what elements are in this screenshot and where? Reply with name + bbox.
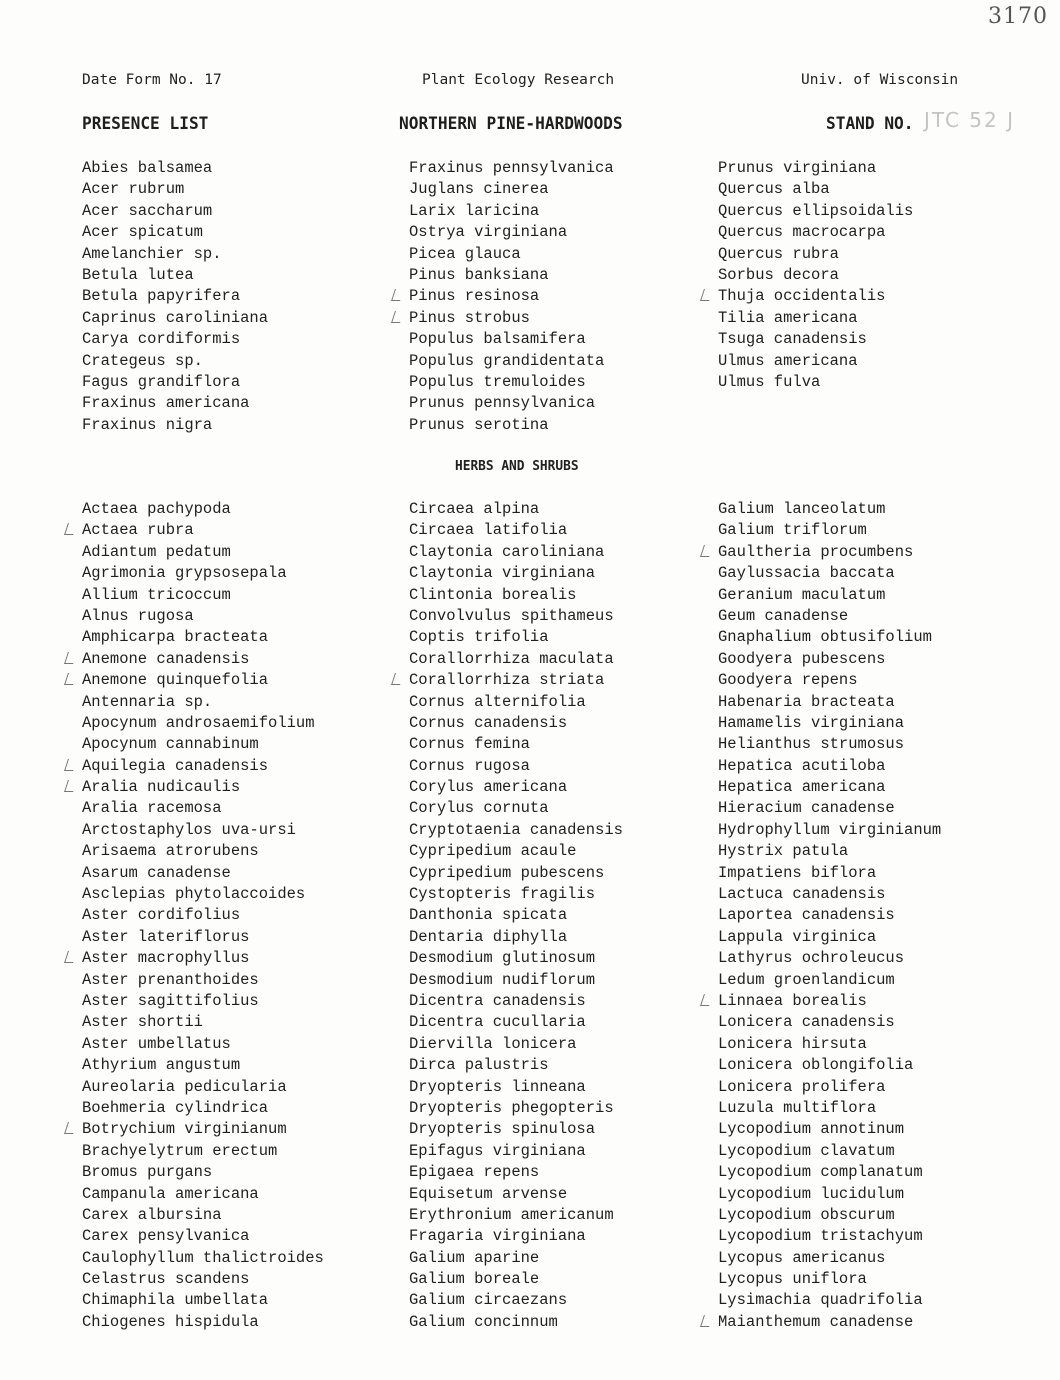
species-item: Danthonia spicata xyxy=(409,906,568,925)
species-item: Maianthemum canadense xyxy=(718,1312,941,1333)
species-item: Gnaphalium obtusifolium xyxy=(718,628,932,647)
species-item: Fraxinus pennsylvanica xyxy=(409,159,614,177)
species-item: Impatiens biflora xyxy=(718,863,877,882)
species-item: Carex pensylvanica xyxy=(82,1227,250,1246)
species-item: Tsuga canadensis xyxy=(718,330,867,349)
species-item: Lycopodium lucidulum xyxy=(718,1184,905,1203)
species-item: Acer saccharum xyxy=(82,201,213,220)
species-item: Prunus pennsylvanica xyxy=(409,394,596,413)
species-item: Hepatica americana xyxy=(718,778,886,797)
species-item: Carex albursina xyxy=(82,1205,222,1224)
species-item: Cryptotaenia canadensis xyxy=(409,820,623,839)
species-item: Hepatica acutiloba xyxy=(718,756,886,775)
species-item: Geranium maculatum xyxy=(718,585,886,604)
species-item: Pinus banksiana xyxy=(409,265,549,284)
species-item: Adiantum pedatum xyxy=(82,542,231,561)
species-item: Epifagus virginiana xyxy=(409,1141,586,1160)
trees-column-1 xyxy=(82,158,268,436)
species-item: Lycopodium annotinum xyxy=(718,1120,905,1139)
stand-label: STAND NO. xyxy=(826,114,914,134)
university-name: Univ. of Wisconsin xyxy=(801,72,959,88)
species-item: Coptis trifolia xyxy=(409,628,549,647)
handwritten-number: 3170 xyxy=(988,4,1048,29)
species-item: Goodyera repens xyxy=(718,671,858,690)
species-item: Lycopodium tristachyum xyxy=(718,1227,923,1246)
species-item: Quercus ellipsoidalis xyxy=(718,201,914,220)
species-item: Clintonia borealis xyxy=(409,585,577,604)
species-item: Boehmeria cylindrica xyxy=(82,1098,269,1117)
species-item: Fagus grandiflora xyxy=(82,372,241,391)
species-item: Lycopus uniflora xyxy=(718,1270,867,1289)
species-item: Picea glauca xyxy=(409,244,521,263)
species-item: Allium tricoccum xyxy=(82,585,231,604)
species-item: Goodyera pubescens xyxy=(718,649,886,668)
species-item: Corylus cornuta xyxy=(409,799,549,818)
species-item: Lonicera canadensis xyxy=(718,1013,895,1032)
species-item: Larix laricina xyxy=(409,201,540,220)
species-item: Hamamelis virginiana xyxy=(718,713,905,732)
community-title: NORTHERN PINE-HARDWOODS xyxy=(399,114,623,134)
species-item: Galium triflorum xyxy=(718,521,867,540)
species-item: Dicentra cucullaria xyxy=(409,1013,586,1032)
trees-column-3 xyxy=(718,158,913,393)
species-item: Amphicarpa bracteata xyxy=(82,628,269,647)
species-item: Lycopus americanus xyxy=(718,1248,886,1267)
species-item: Aralia racemosa xyxy=(82,799,222,818)
species-item: Pinus resinosa xyxy=(409,286,614,307)
herbs-column-1 xyxy=(82,499,324,1333)
species-item: Lysimachia quadrifolia xyxy=(718,1291,923,1310)
species-item: Chimaphila umbellata xyxy=(82,1291,269,1310)
species-item: Cornus rugosa xyxy=(409,756,530,775)
species-item: Claytonia caroliniana xyxy=(409,542,605,561)
species-item: Laportea canadensis xyxy=(718,906,895,925)
species-item: Ledum groenlandicum xyxy=(718,970,895,989)
species-item: Aster lateriflorus xyxy=(82,927,250,946)
species-item: Crategeus sp. xyxy=(82,351,203,370)
list-type-title: PRESENCE LIST xyxy=(82,114,209,134)
species-item: Lycopodium obscurum xyxy=(718,1205,895,1224)
species-item: Lappula virginica xyxy=(718,927,877,946)
species-item: Celastrus scandens xyxy=(82,1270,250,1289)
trees-column-2 xyxy=(409,158,614,436)
date-form-number: Date Form No. 17 xyxy=(82,72,222,88)
species-item: Agrimonia grypsosepala xyxy=(82,564,287,583)
species-item: Botrychium virginianum xyxy=(82,1119,324,1140)
species-item: Acer spicatum xyxy=(82,223,203,242)
species-item: Galium aparine xyxy=(409,1248,540,1267)
species-item: Lactuca canadensis xyxy=(718,885,886,904)
herbs-column-3 xyxy=(718,499,941,1333)
species-item: Prunus serotina xyxy=(409,415,549,434)
species-item: Erythronium americanum xyxy=(409,1205,614,1224)
species-item: Desmodium nudiflorum xyxy=(409,970,596,989)
species-item: Cornus alternifolia xyxy=(409,692,586,711)
species-item: Amelanchier sp. xyxy=(82,244,222,263)
species-item: Hydrophyllum virginianum xyxy=(718,820,942,839)
species-item: Lycopodium clavatum xyxy=(718,1141,895,1160)
species-item: Linnaea borealis xyxy=(718,991,941,1012)
species-item: Convolvulus spithameus xyxy=(409,606,614,625)
species-item: Asclepias phytolaccoides xyxy=(82,885,306,904)
species-item: Acer rubrum xyxy=(82,180,185,199)
species-item: Galium lanceolatum xyxy=(718,500,886,518)
species-item: Dirca palustris xyxy=(409,1056,549,1075)
species-item: Gaultheria procumbens xyxy=(718,542,941,563)
species-item: Galium concinnum xyxy=(409,1312,558,1331)
species-item: Actaea pachypoda xyxy=(82,500,231,518)
species-item: Aster macrophyllus xyxy=(82,948,324,969)
species-item: Caprinus caroliniana xyxy=(82,308,269,327)
species-item: Lonicera prolifera xyxy=(718,1077,886,1096)
species-item: Antennaria sp. xyxy=(82,692,213,711)
species-item: Betula lutea xyxy=(82,265,194,284)
species-item: Arisaema atrorubens xyxy=(82,842,259,861)
species-item: Alnus rugosa xyxy=(82,606,194,625)
species-item: Helianthus strumosus xyxy=(718,735,905,754)
species-item: Cypripedium pubescens xyxy=(409,863,605,882)
species-item: Arctostaphylos uva-ursi xyxy=(82,820,296,839)
species-item: Cornus femina xyxy=(409,735,530,754)
species-item: Hystrix patula xyxy=(718,842,849,861)
species-item: Abies balsamea xyxy=(82,159,213,177)
species-item: Aster prenanthoides xyxy=(82,970,259,989)
species-item: Populus tremuloides xyxy=(409,372,586,391)
species-item: Quercus alba xyxy=(718,180,830,199)
species-item: Circaea latifolia xyxy=(409,521,568,540)
species-item: Aralia nudicaulis xyxy=(82,777,324,798)
species-item: Juglans cinerea xyxy=(409,180,549,199)
species-item: Corylus americana xyxy=(409,778,568,797)
species-item: Quercus macrocarpa xyxy=(718,223,886,242)
species-item: Quercus rubra xyxy=(718,244,839,263)
organization-name: Plant Ecology Research xyxy=(422,72,615,88)
species-item: Campanula americana xyxy=(82,1184,259,1203)
species-item: Anemone canadensis xyxy=(82,649,324,670)
species-item: Luzula multiflora xyxy=(718,1098,877,1117)
herbs-column-2 xyxy=(409,499,623,1333)
species-item: Epigaea repens xyxy=(409,1163,540,1182)
stand-number-value: JTC 52 J xyxy=(924,108,1015,132)
species-item: Aster sagittifolius xyxy=(82,991,259,1010)
herbs-shrubs-heading: HERBS AND SHRUBS xyxy=(455,458,579,474)
species-item: Corallorrhiza maculata xyxy=(409,649,614,668)
species-item: Dentaria diphylla xyxy=(409,927,568,946)
species-item: Aster umbellatus xyxy=(82,1034,231,1053)
species-item: Populus balsamifera xyxy=(409,330,586,349)
species-item: Dryopteris spinulosa xyxy=(409,1120,596,1139)
species-item: Geum canadense xyxy=(718,606,849,625)
species-item: Tilia americana xyxy=(718,308,858,327)
species-item: Lonicera oblongifolia xyxy=(718,1056,914,1075)
species-item: Galium boreale xyxy=(409,1270,540,1289)
species-item: Prunus virginiana xyxy=(718,159,877,177)
species-item: Aster cordifolius xyxy=(82,906,241,925)
species-item: Pinus strobus xyxy=(409,308,614,329)
species-item: Claytonia virginiana xyxy=(409,564,596,583)
species-item: Habenaria bracteata xyxy=(718,692,895,711)
species-item: Circaea alpina xyxy=(409,500,540,518)
species-item: Chiogenes hispidula xyxy=(82,1312,259,1331)
species-item: Betula papyrifera xyxy=(82,287,241,306)
species-item: Actaea rubra xyxy=(82,520,324,541)
species-item: Cornus canadensis xyxy=(409,713,568,732)
species-item: Caulophyllum thalictroides xyxy=(82,1248,324,1267)
species-item: Bromus purgans xyxy=(82,1163,213,1182)
species-item: Ulmus fulva xyxy=(718,372,821,391)
species-item: Brachyelytrum erectum xyxy=(82,1141,278,1160)
species-item: Equisetum arvense xyxy=(409,1184,568,1203)
species-item: Lathyrus ochroleucus xyxy=(718,949,905,968)
species-item: Aster shortii xyxy=(82,1013,203,1032)
species-item: Apocynum androsaemifolium xyxy=(82,713,315,732)
species-item: Aureolaria pedicularia xyxy=(82,1077,287,1096)
species-item: Dryopteris linneana xyxy=(409,1077,586,1096)
species-item: Dicentra canadensis xyxy=(409,991,586,1010)
species-item: Diervilla lonicera xyxy=(409,1034,577,1053)
species-item: Fraxinus nigra xyxy=(82,415,213,434)
species-item: Galium circaezans xyxy=(409,1291,568,1310)
species-item: Ostrya virginiana xyxy=(409,223,568,242)
species-item: Lonicera hirsuta xyxy=(718,1034,867,1053)
species-item: Lycopodium complanatum xyxy=(718,1163,923,1182)
species-item: Corallorrhiza striata xyxy=(409,670,623,691)
species-item: Dryopteris phegopteris xyxy=(409,1098,614,1117)
species-item: Anemone quinquefolia xyxy=(82,670,324,691)
species-item: Asarum canadense xyxy=(82,863,231,882)
species-item: Aquilegia canadensis xyxy=(82,756,324,777)
species-item: Populus grandidentata xyxy=(409,351,605,370)
species-item: Gaylussacia baccata xyxy=(718,564,895,583)
species-item: Hieracium canadense xyxy=(718,799,895,818)
species-item: Fraxinus americana xyxy=(82,394,250,413)
species-item: Cystopteris fragilis xyxy=(409,885,596,904)
species-item: Carya cordiformis xyxy=(82,330,241,349)
species-item: Sorbus decora xyxy=(718,265,839,284)
species-item: Apocynum cannabinum xyxy=(82,735,259,754)
species-item: Cypripedium acaule xyxy=(409,842,577,861)
species-item: Athyrium angustum xyxy=(82,1056,241,1075)
species-item: Ulmus americana xyxy=(718,351,858,370)
species-item: Desmodium glutinosum xyxy=(409,949,596,968)
species-item: Fragaria virginiana xyxy=(409,1227,586,1246)
species-item: Thuja occidentalis xyxy=(718,286,913,307)
